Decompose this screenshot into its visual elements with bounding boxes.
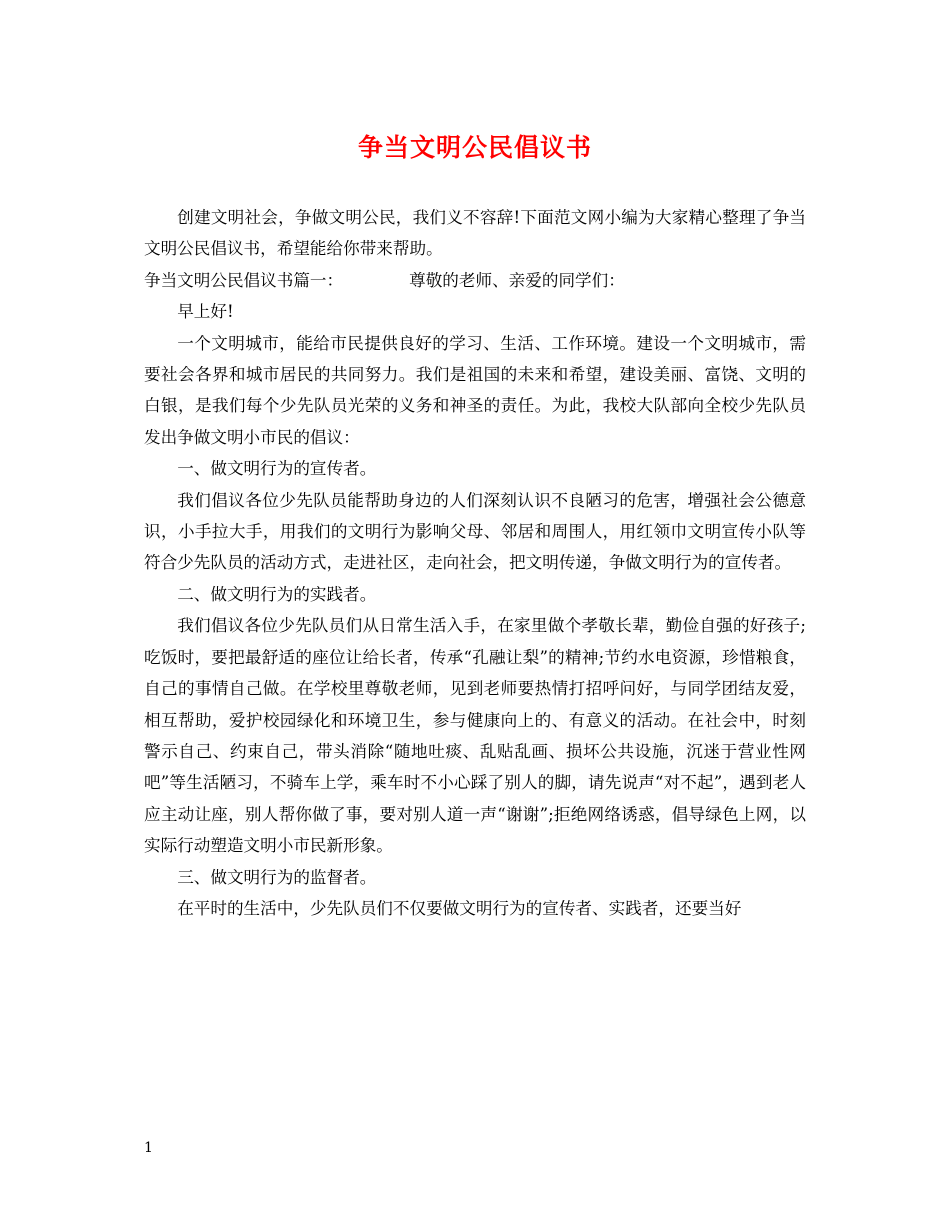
greeting: 早上好! <box>177 302 234 322</box>
heading-supervisor: 三、做文明行为的监督者。 <box>177 867 377 887</box>
salutation: 尊敬的老师、亲爱的同学们： <box>409 270 625 290</box>
paragraph-promoter: 我们倡议各位少先队员能帮助身边的人们深刻认识不良陋习的危害，增强社会公德意识，小手拉大手，用我们的文明行为影响父母、邻居和周围人，用红领巾文明宣传小队等符合少先队员的活动方式，走进社区，走向社会，把文明传递，争做文明行为的宣传者。 <box>144 490 806 573</box>
section-heading: 争当文明公民倡议书篇一： <box>144 270 344 290</box>
paragraph-supervisor: 在平时的生活中，少先队员们不仅要做文明行为的宣传者、实践者，还要当好 <box>177 898 742 918</box>
paragraph-practitioner: 我们倡议各位少先队员们从日常生活入手，在家里做个孝敬长辈，勤俭自强的好孩子;吃饭时，要把最舒适的座位让给长者，传承“孔融让梨”的精神;节约水电资源，珍惜粮食，自己的事情自己做。在学校里尊敬老师，见到老师要热情打招呼问好，与同学团结友爱，相互帮助，爱护校园绿化和环境卫生，参与健康向上的、有意义的活动。在社会中，时刻警示自己、约束自己，带头消除“随地吐痰、乱贴乱画、损坏公共设施，沉迷于营业性网吧”等生活陋习，不骑车上学，乘车时不小心踩了别人的脚，请先说声“对不起”，遇到老人应主动让座，别人帮你做了事，要对别人道一声“谢谢”;拒绝网络诱惑，倡导绿色上网，以实际行动塑造文明小市民新形象。 <box>144 616 806 856</box>
document-title: 争当文明公民倡议书 <box>357 133 592 162</box>
document-body <box>144 202 806 924</box>
heading-practitioner: 二、做文明行为的实践者。 <box>177 584 377 604</box>
paragraph-1: 一个文明城市，能给市民提供良好的学习、生活、工作环境。建设一个文明城市，需要社会各界和城市居民的共同努力。我们是祖国的未来和希望，建设美丽、富饶、文明的白银，是我们每个少先队员光荣的义务和神圣的责任。为此，我校大队部向全校少先队员发出争做文明小市民的倡议： <box>144 333 806 447</box>
intro-paragraph: 创建文明社会，争做文明公民，我们义不容辞!下面范文网小编为大家精心整理了争当文明公民倡议书，希望能给你带来帮助。 <box>144 208 806 259</box>
section-heading-line <box>144 265 806 296</box>
heading-promoter: 一、做文明行为的宣传者。 <box>177 459 377 479</box>
page-number: 1 <box>144 1140 153 1156</box>
